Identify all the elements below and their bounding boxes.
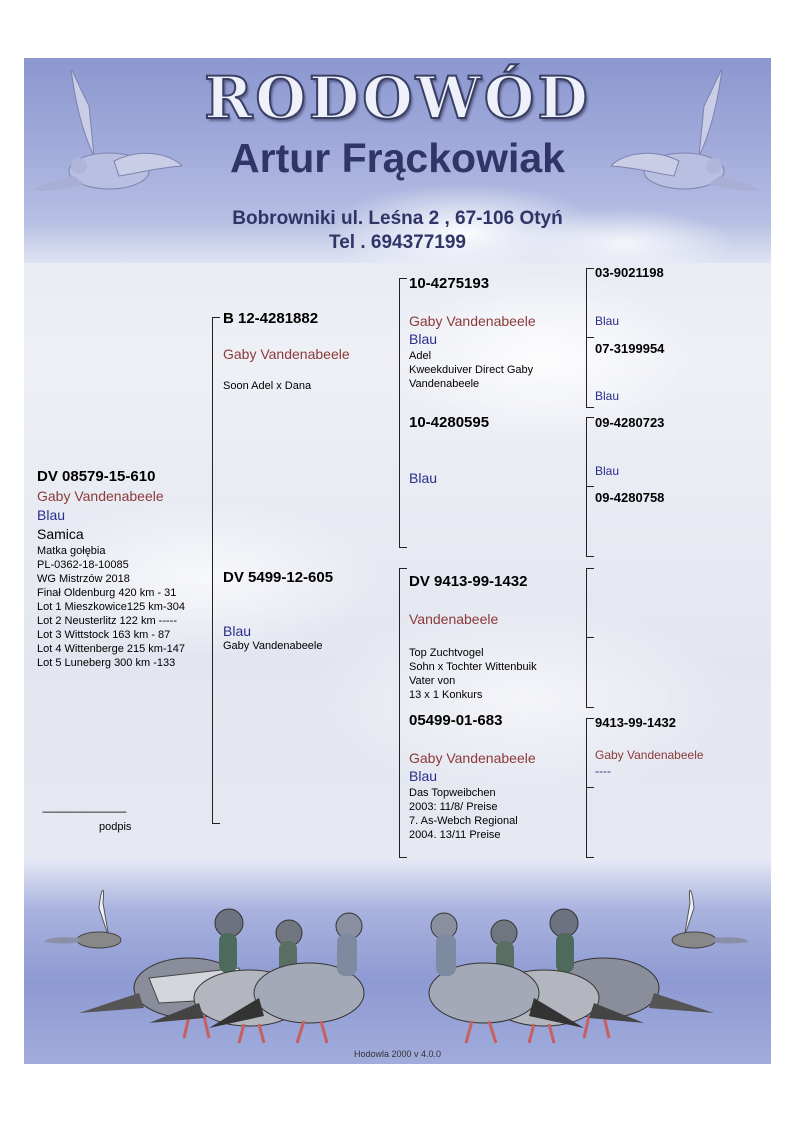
bracket-tick [212, 317, 220, 318]
subject-color: Blau [37, 507, 66, 523]
bracket-fm-parents [586, 417, 587, 557]
pigeons-right-icon [424, 878, 754, 1058]
father-notes: Soon Adel x Dana [223, 380, 312, 392]
bracket-tick [586, 407, 594, 408]
bracket-mf-parents [586, 568, 587, 708]
fmm-ring: 09-4280758 [595, 490, 665, 505]
bracket-tick [586, 637, 594, 638]
ff-notes: Adel Kweekduiver Direct Gaby Vandenabeele [409, 350, 534, 390]
bracket-tick [399, 568, 407, 569]
bracket-tick [586, 707, 594, 708]
signature-label: podpis [99, 821, 132, 833]
header-banner [24, 58, 771, 263]
bracket-tick [586, 556, 594, 557]
ffm-ring: 07-3199954 [595, 341, 665, 356]
bracket-ff-parents [586, 268, 587, 408]
subject-notes: Matka gołębia PL-0362-18-10085 WG Mistrzów 2018 Finał Oldenburg 420 km - 31 Lot 1 Mieszkowice125 km-304 Lot 2 Neusterlitz 122 km ----- Lot 3 Wittstock 163 km - 87 Lot 4 Wittenberge 215 km-147 Lot 5 Luneberg 300 km -133 [37, 545, 185, 669]
mm-color: Blau [409, 768, 438, 784]
fmf-color: Blau [595, 464, 620, 478]
mmf-ring: 9413-99-1432 [595, 715, 676, 730]
mf-notes: Top Zuchtvogel Sohn x Tochter Wittenbuik Vater von 13 x 1 Konkurs [409, 647, 537, 701]
fm-ring: 10-4280595 [409, 414, 490, 431]
footer-banner [24, 858, 771, 1064]
father-breeder: Gaby Vandenabeele [223, 346, 350, 362]
ffm-color: Blau [595, 389, 620, 403]
signature-line: ------------------------------------ [42, 807, 126, 818]
fmf-ring: 09-4280723 [595, 415, 665, 430]
owner-address: Bobrowniki ul. Leśna 2 , 67-106 Otyń [232, 208, 563, 229]
mother-notes: Gaby Vandenabeele [223, 640, 323, 652]
bracket-tick [586, 417, 594, 418]
subject-sex: Samica [37, 526, 84, 542]
father-ring: B 12-4281882 [223, 310, 319, 327]
bracket-tick [586, 486, 594, 487]
fff-ring: 03-9021198 [595, 265, 664, 280]
owner-phone: Tel . 694377199 [329, 232, 466, 253]
bracket-tick [586, 568, 594, 569]
ff-color: Blau [409, 331, 438, 347]
bracket-tick [586, 337, 594, 338]
bracket-father-parents [399, 278, 400, 548]
bracket-tick [399, 547, 407, 548]
subject-breeder: Gaby Vandenabeele [37, 488, 164, 504]
pigeons-left-icon [39, 878, 369, 1058]
page-title: RODOWÓD [204, 64, 591, 132]
fff-color: Blau [595, 314, 620, 328]
pedigree-sheet [24, 58, 771, 1064]
mmf-extra: ---- [595, 764, 611, 778]
mf-ring: DV 9413-99-1432 [409, 573, 528, 590]
bracket-tick [586, 268, 594, 269]
owner-name: Artur Frąckowiak [230, 135, 565, 181]
mm-ring: 05499-01-683 [409, 712, 503, 729]
mf-breeder: Vandenabeele [409, 611, 499, 627]
bracket-tick [586, 718, 594, 719]
mm-notes: Das Topweibchen 2003: 11/8/ Preise 7. As-Webch Regional 2004. 13/11 Preise [409, 787, 518, 841]
software-credit: Hodowla 2000 v 4.0.0 [353, 1049, 442, 1059]
mmf-breeder: Gaby Vandenabeele [595, 748, 704, 762]
bracket-parents [212, 317, 213, 824]
bracket-tick [586, 787, 594, 788]
fm-color: Blau [409, 470, 438, 486]
mother-ring: DV 5499-12-605 [223, 569, 334, 586]
bracket-mother-parents [399, 568, 400, 858]
bracket-mm-parents [586, 718, 587, 858]
mm-breeder: Gaby Vandenabeele [409, 750, 536, 766]
mother-color: Blau [223, 623, 252, 639]
ff-ring: 10-4275193 [409, 275, 490, 292]
bracket-tick [212, 823, 220, 824]
subject-ring: DV 08579-15-610 [37, 468, 156, 485]
ff-breeder: Gaby Vandenabeele [409, 313, 536, 329]
bracket-tick [399, 278, 407, 279]
